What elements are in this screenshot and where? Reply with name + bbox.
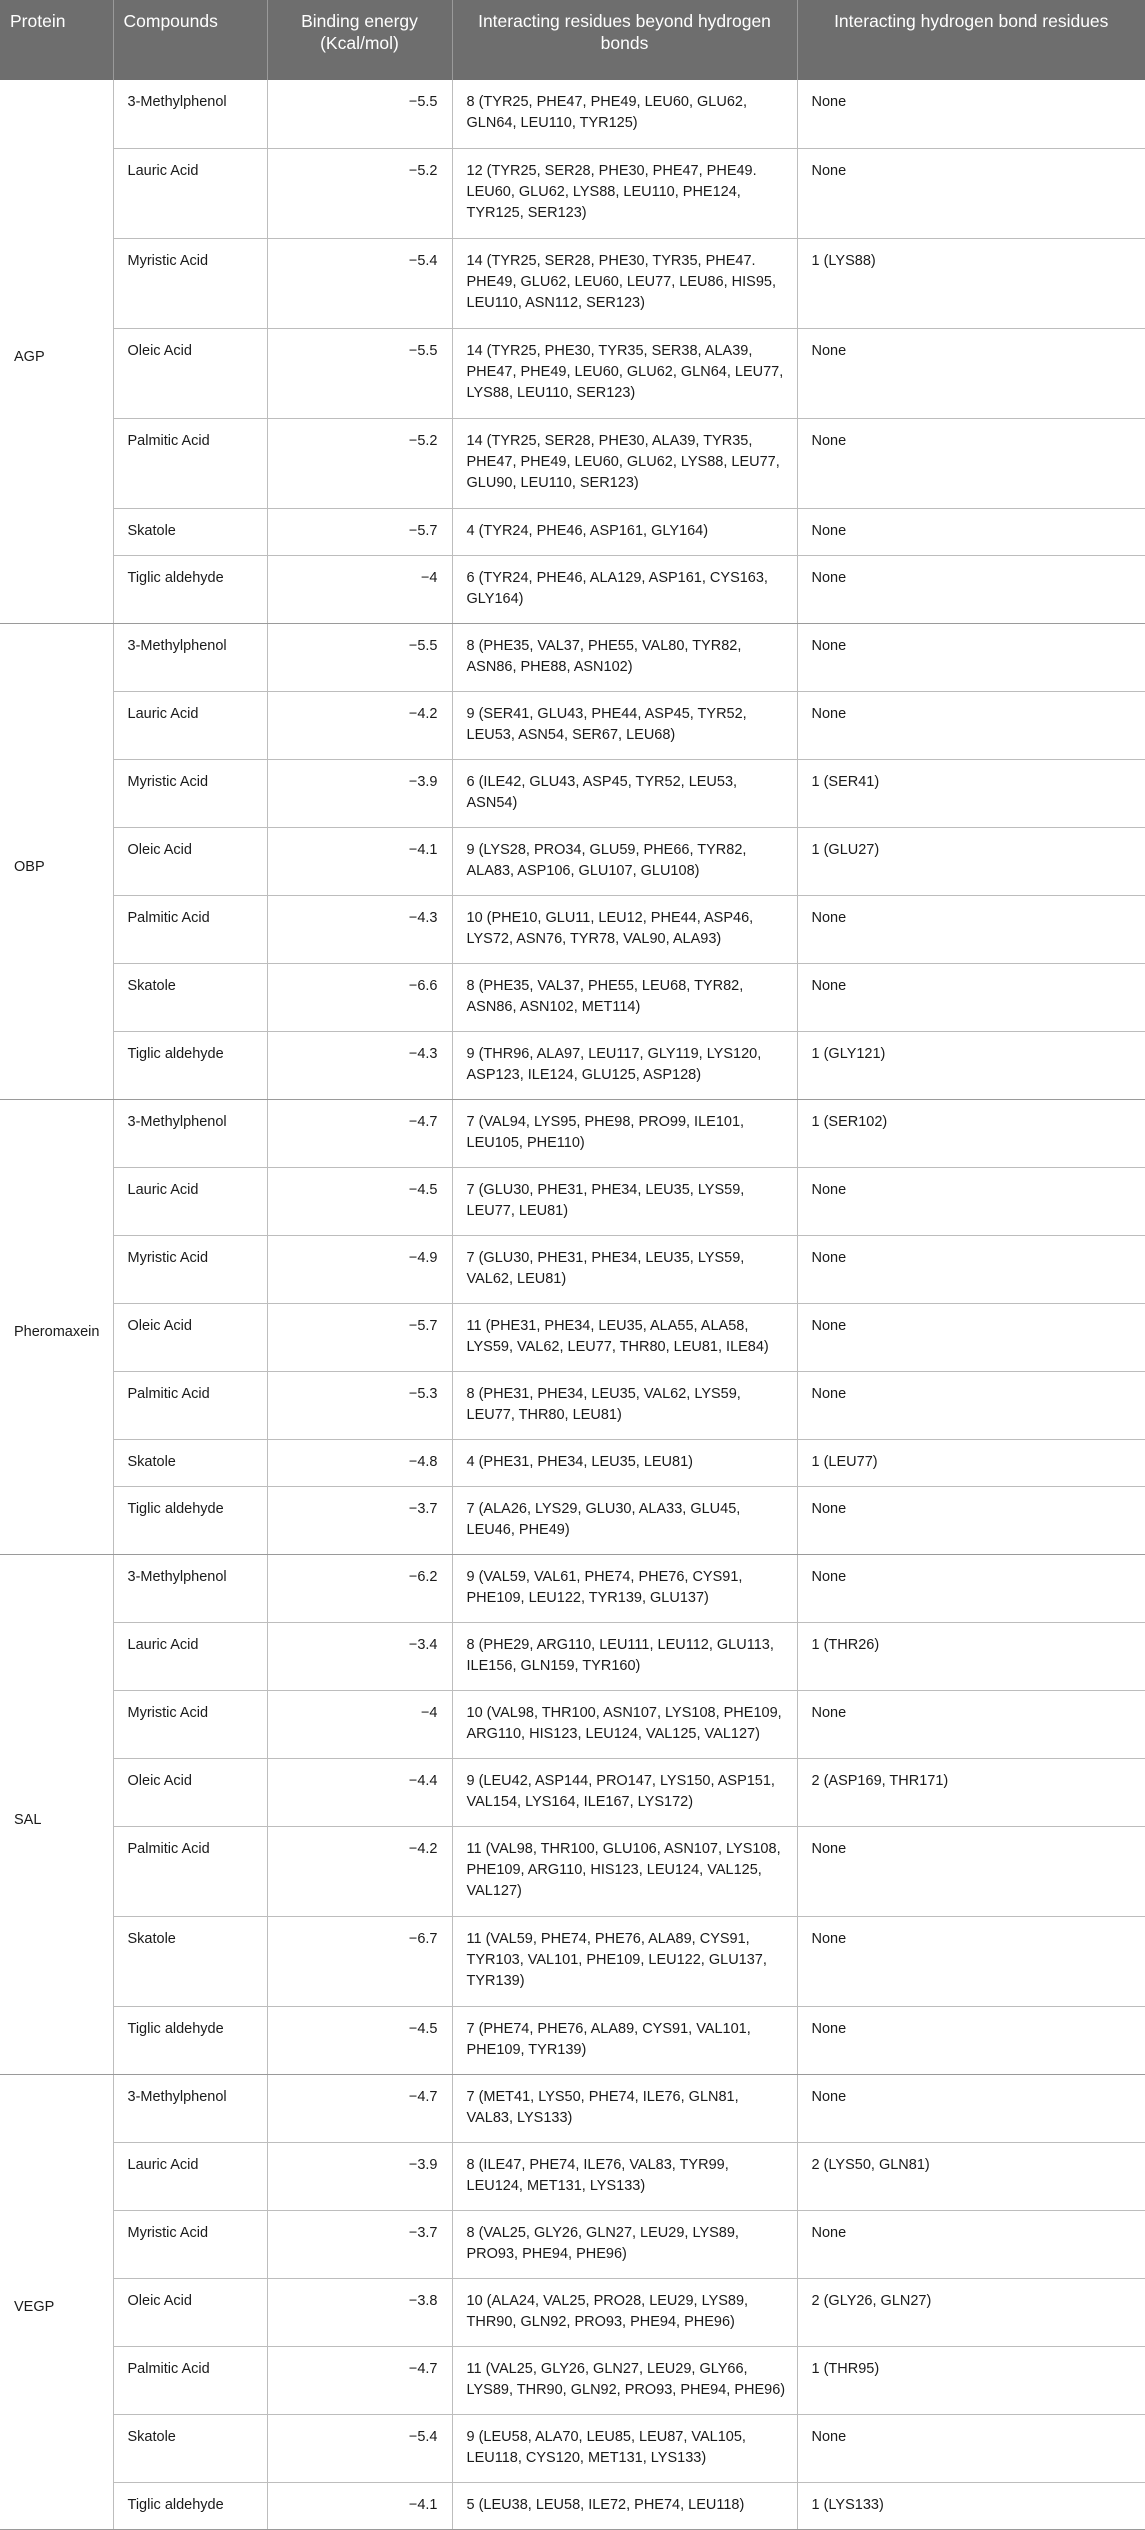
interacting-residues-cell: 7 (GLU30, PHE31, PHE34, LEU35, LYS59, LEU77, LEU81) bbox=[452, 1167, 797, 1235]
table-row bbox=[0, 1031, 1145, 1099]
compound-cell: Skatole bbox=[113, 963, 267, 1031]
binding-energy-cell: −6.7 bbox=[267, 1916, 452, 2006]
interacting-residues-cell: 9 (VAL59, VAL61, PHE74, PHE76, CYS91, PHE109, LEU122, TYR139, GLU137) bbox=[452, 1554, 797, 1622]
interacting-residues-cell: 11 (PHE31, PHE34, LEU35, ALA55, ALA58, LYS59, VAL62, LEU77, THR80, LEU81, ILE84) bbox=[452, 1303, 797, 1371]
interacting-residues-cell: 8 (VAL25, GLY26, GLN27, LEU29, LYS89, PRO93, PHE94, PHE96) bbox=[452, 2210, 797, 2278]
binding-energy-cell: −5.2 bbox=[267, 418, 452, 508]
hydrogen-bond-cell: None bbox=[797, 2074, 1145, 2142]
hydrogen-bond-cell: None bbox=[797, 2006, 1145, 2074]
compound-cell: Lauric Acid bbox=[113, 1622, 267, 1690]
hydrogen-bond-cell: None bbox=[797, 895, 1145, 963]
compound-cell: Lauric Acid bbox=[113, 2142, 267, 2210]
table-row bbox=[0, 2210, 1145, 2278]
table-row bbox=[0, 2278, 1145, 2346]
hydrogen-bond-cell: 1 (LYS133) bbox=[797, 2482, 1145, 2529]
hydrogen-bond-cell: None bbox=[797, 418, 1145, 508]
hydrogen-bond-cell: None bbox=[797, 2414, 1145, 2482]
binding-energy-cell: −3.9 bbox=[267, 759, 452, 827]
binding-energy-cell: −4.4 bbox=[267, 1758, 452, 1826]
interacting-residues-cell: 7 (MET41, LYS50, PHE74, ILE76, GLN81, VAL83, LYS133) bbox=[452, 2074, 797, 2142]
binding-energy-cell: −4 bbox=[267, 1690, 452, 1758]
binding-energy-cell: −4.2 bbox=[267, 691, 452, 759]
interacting-residues-cell: 8 (TYR25, PHE47, PHE49, LEU60, GLU62, GLN64, LEU110, TYR125) bbox=[452, 80, 797, 148]
compound-cell: Lauric Acid bbox=[113, 1167, 267, 1235]
compound-cell: Oleic Acid bbox=[113, 1303, 267, 1371]
binding-energy-cell: −4.5 bbox=[267, 2006, 452, 2074]
interacting-residues-cell: 9 (LYS28, PRO34, GLU59, PHE66, TYR82, ALA83, ASP106, GLU107, GLU108) bbox=[452, 827, 797, 895]
hydrogen-bond-cell: None bbox=[797, 328, 1145, 418]
binding-energy-cell: −4.1 bbox=[267, 2482, 452, 2529]
binding-energy-cell: −5.5 bbox=[267, 80, 452, 148]
table-row bbox=[0, 1371, 1145, 1439]
binding-energy-cell: −4.3 bbox=[267, 1031, 452, 1099]
compound-cell: Tiglic aldehyde bbox=[113, 2482, 267, 2529]
compound-cell: 3-Methylphenol bbox=[113, 80, 267, 148]
table-row bbox=[0, 895, 1145, 963]
hydrogen-bond-cell: None bbox=[797, 1690, 1145, 1758]
header-compounds: Compounds bbox=[113, 0, 267, 80]
compound-cell: Skatole bbox=[113, 1439, 267, 1486]
table-row bbox=[0, 2142, 1145, 2210]
compound-cell: Lauric Acid bbox=[113, 148, 267, 238]
binding-energy-cell: −3.7 bbox=[267, 2210, 452, 2278]
compound-cell: Tiglic aldehyde bbox=[113, 1486, 267, 1554]
compound-cell: Lauric Acid bbox=[113, 691, 267, 759]
hydrogen-bond-cell: None bbox=[797, 1916, 1145, 2006]
table-row bbox=[0, 1099, 1145, 1167]
interacting-residues-cell: 9 (LEU58, ALA70, LEU85, LEU87, VAL105, LEU118, CYS120, MET131, LYS133) bbox=[452, 2414, 797, 2482]
interacting-residues-cell: 8 (PHE29, ARG110, LEU111, LEU112, GLU113, ILE156, GLN159, TYR160) bbox=[452, 1622, 797, 1690]
table-row bbox=[0, 1826, 1145, 1916]
binding-energy-cell: −4.8 bbox=[267, 1439, 452, 1486]
binding-energy-cell: −6.2 bbox=[267, 1554, 452, 1622]
hydrogen-bond-cell: 1 (GLU27) bbox=[797, 827, 1145, 895]
table-header bbox=[0, 0, 1145, 80]
interacting-residues-cell: 9 (THR96, ALA97, LEU117, GLY119, LYS120, ASP123, ILE124, GLU125, ASP128) bbox=[452, 1031, 797, 1099]
hydrogen-bond-cell: None bbox=[797, 555, 1145, 623]
interacting-residues-cell: 10 (VAL98, THR100, ASN107, LYS108, PHE109, ARG110, HIS123, LEU124, VAL125, VAL127) bbox=[452, 1690, 797, 1758]
table-body bbox=[0, 80, 1145, 2529]
table-row bbox=[0, 2006, 1145, 2074]
compound-cell: Myristic Acid bbox=[113, 1235, 267, 1303]
hydrogen-bond-cell: 1 (THR26) bbox=[797, 1622, 1145, 1690]
table-row bbox=[0, 623, 1145, 691]
binding-energy-cell: −3.4 bbox=[267, 1622, 452, 1690]
compound-cell: Skatole bbox=[113, 508, 267, 555]
interacting-residues-cell: 4 (PHE31, PHE34, LEU35, LEU81) bbox=[452, 1439, 797, 1486]
interacting-residues-cell: 11 (VAL25, GLY26, GLN27, LEU29, GLY66, LYS89, THR90, GLN92, PRO93, PHE94, PHE96) bbox=[452, 2346, 797, 2414]
hydrogen-bond-cell: 1 (SER102) bbox=[797, 1099, 1145, 1167]
table-row bbox=[0, 2074, 1145, 2142]
compound-cell: Palmitic Acid bbox=[113, 1371, 267, 1439]
table-row bbox=[0, 1554, 1145, 1622]
hydrogen-bond-cell: 2 (ASP169, THR171) bbox=[797, 1758, 1145, 1826]
compound-cell: Myristic Acid bbox=[113, 238, 267, 328]
binding-energy-cell: −6.6 bbox=[267, 963, 452, 1031]
interacting-residues-cell: 14 (TYR25, SER28, PHE30, ALA39, TYR35, PHE47, PHE49, LEU60, GLU62, LYS88, LEU77, GLU90, LEU110, SER123) bbox=[452, 418, 797, 508]
protein-cell: OBP bbox=[0, 623, 113, 1099]
hydrogen-bond-cell: 1 (SER41) bbox=[797, 759, 1145, 827]
compound-cell: Palmitic Acid bbox=[113, 418, 267, 508]
binding-energy-cell: −5.4 bbox=[267, 238, 452, 328]
table-row bbox=[0, 2482, 1145, 2529]
binding-energy-cell: −4.3 bbox=[267, 895, 452, 963]
compound-cell: 3-Methylphenol bbox=[113, 2074, 267, 2142]
hydrogen-bond-cell: None bbox=[797, 80, 1145, 148]
table-row bbox=[0, 759, 1145, 827]
binding-energy-cell: −4.7 bbox=[267, 1099, 452, 1167]
compound-cell: Skatole bbox=[113, 1916, 267, 2006]
table-row bbox=[0, 555, 1145, 623]
table-row bbox=[0, 1486, 1145, 1554]
table-row bbox=[0, 328, 1145, 418]
interacting-residues-cell: 8 (PHE31, PHE34, LEU35, VAL62, LYS59, LEU77, THR80, LEU81) bbox=[452, 1371, 797, 1439]
table-row bbox=[0, 691, 1145, 759]
compound-cell: 3-Methylphenol bbox=[113, 1554, 267, 1622]
compound-cell: Myristic Acid bbox=[113, 2210, 267, 2278]
table-row bbox=[0, 238, 1145, 328]
protein-cell: Pheromaxein bbox=[0, 1099, 113, 1554]
compound-cell: 3-Methylphenol bbox=[113, 623, 267, 691]
table-row bbox=[0, 148, 1145, 238]
hydrogen-bond-cell: None bbox=[797, 691, 1145, 759]
interacting-residues-cell: 10 (PHE10, GLU11, LEU12, PHE44, ASP46, LYS72, ASN76, TYR78, VAL90, ALA93) bbox=[452, 895, 797, 963]
binding-energy-cell: −3.8 bbox=[267, 2278, 452, 2346]
compound-cell: 3-Methylphenol bbox=[113, 1099, 267, 1167]
compound-cell: Palmitic Acid bbox=[113, 2346, 267, 2414]
protein-cell: VEGP bbox=[0, 2074, 113, 2529]
compound-cell: Palmitic Acid bbox=[113, 895, 267, 963]
protein-cell: AGP bbox=[0, 80, 113, 623]
hydrogen-bond-cell: None bbox=[797, 1554, 1145, 1622]
table-row bbox=[0, 1690, 1145, 1758]
table-row bbox=[0, 1758, 1145, 1826]
binding-energy-cell: −4.7 bbox=[267, 2074, 452, 2142]
hydrogen-bond-cell: 1 (THR95) bbox=[797, 2346, 1145, 2414]
header-protein: Protein bbox=[0, 0, 113, 80]
binding-energy-cell: −4.2 bbox=[267, 1826, 452, 1916]
hydrogen-bond-cell: 1 (GLY121) bbox=[797, 1031, 1145, 1099]
hydrogen-bond-cell: 2 (LYS50, GLN81) bbox=[797, 2142, 1145, 2210]
compound-cell: Skatole bbox=[113, 2414, 267, 2482]
hydrogen-bond-cell: None bbox=[797, 148, 1145, 238]
binding-energy-cell: −4.1 bbox=[267, 827, 452, 895]
interacting-residues-cell: 9 (SER41, GLU43, PHE44, ASP45, TYR52, LEU53, ASN54, SER67, LEU68) bbox=[452, 691, 797, 759]
compound-cell: Tiglic aldehyde bbox=[113, 2006, 267, 2074]
table-row bbox=[0, 1235, 1145, 1303]
compound-cell: Oleic Acid bbox=[113, 2278, 267, 2346]
interacting-residues-cell: 5 (LEU38, LEU58, ILE72, PHE74, LEU118) bbox=[452, 2482, 797, 2529]
hydrogen-bond-cell: None bbox=[797, 2210, 1145, 2278]
table-row bbox=[0, 963, 1145, 1031]
table-row bbox=[0, 1622, 1145, 1690]
table-row bbox=[0, 1167, 1145, 1235]
compound-cell: Oleic Acid bbox=[113, 1758, 267, 1826]
binding-energy-cell: −4.5 bbox=[267, 1167, 452, 1235]
interacting-residues-cell: 8 (PHE35, VAL37, PHE55, LEU68, TYR82, ASN86, ASN102, MET114) bbox=[452, 963, 797, 1031]
binding-energy-cell: −5.7 bbox=[267, 1303, 452, 1371]
compound-cell: Tiglic aldehyde bbox=[113, 555, 267, 623]
table-row bbox=[0, 1303, 1145, 1371]
binding-energy-cell: −5.5 bbox=[267, 623, 452, 691]
interacting-residues-cell: 9 (LEU42, ASP144, PRO147, LYS150, ASP151, VAL154, LYS164, ILE167, LYS172) bbox=[452, 1758, 797, 1826]
hydrogen-bond-cell: None bbox=[797, 963, 1145, 1031]
interacting-residues-cell: 11 (VAL98, THR100, GLU106, ASN107, LYS108, PHE109, ARG110, HIS123, LEU124, VAL125, VAL127) bbox=[452, 1826, 797, 1916]
binding-energy-cell: −4.9 bbox=[267, 1235, 452, 1303]
header-row bbox=[0, 0, 1145, 80]
binding-energy-cell: −3.7 bbox=[267, 1486, 452, 1554]
interacting-residues-cell: 8 (ILE47, PHE74, ILE76, VAL83, TYR99, LEU124, MET131, LYS133) bbox=[452, 2142, 797, 2210]
interacting-residues-cell: 7 (PHE74, PHE76, ALA89, CYS91, VAL101, PHE109, TYR139) bbox=[452, 2006, 797, 2074]
header-binding-energy: Binding energy (Kcal/mol) bbox=[267, 0, 452, 80]
binding-energy-cell: −4 bbox=[267, 555, 452, 623]
hydrogen-bond-cell: None bbox=[797, 1167, 1145, 1235]
compound-cell: Tiglic aldehyde bbox=[113, 1031, 267, 1099]
interacting-residues-cell: 11 (VAL59, PHE74, PHE76, ALA89, CYS91, TYR103, VAL101, PHE109, LEU122, GLU137, TYR139) bbox=[452, 1916, 797, 2006]
compound-cell: Oleic Acid bbox=[113, 827, 267, 895]
hydrogen-bond-cell: None bbox=[797, 508, 1145, 555]
hydrogen-bond-cell: 1 (LEU77) bbox=[797, 1439, 1145, 1486]
table-row bbox=[0, 827, 1145, 895]
table-row bbox=[0, 1916, 1145, 2006]
hydrogen-bond-cell: None bbox=[797, 1486, 1145, 1554]
hydrogen-bond-cell: 1 (LYS88) bbox=[797, 238, 1145, 328]
hydrogen-bond-cell: None bbox=[797, 1303, 1145, 1371]
compound-cell: Myristic Acid bbox=[113, 759, 267, 827]
table-row bbox=[0, 508, 1145, 555]
interacting-residues-cell: 10 (ALA24, VAL25, PRO28, LEU29, LYS89, THR90, GLN92, PRO93, PHE94, PHE96) bbox=[452, 2278, 797, 2346]
table-row bbox=[0, 2346, 1145, 2414]
protein-cell: SAL bbox=[0, 1554, 113, 2074]
interacting-residues-cell: 6 (TYR24, PHE46, ALA129, ASP161, CYS163, GLY164) bbox=[452, 555, 797, 623]
compound-cell: Oleic Acid bbox=[113, 328, 267, 418]
table-row bbox=[0, 418, 1145, 508]
hydrogen-bond-cell: None bbox=[797, 1235, 1145, 1303]
compound-cell: Palmitic Acid bbox=[113, 1826, 267, 1916]
binding-energy-cell: −5.2 bbox=[267, 148, 452, 238]
table-row bbox=[0, 2414, 1145, 2482]
interacting-residues-cell: 7 (VAL94, LYS95, PHE98, PRO99, ILE101, LEU105, PHE110) bbox=[452, 1099, 797, 1167]
interacting-residues-cell: 7 (ALA26, LYS29, GLU30, ALA33, GLU45, LEU46, PHE49) bbox=[452, 1486, 797, 1554]
binding-energy-cell: −5.4 bbox=[267, 2414, 452, 2482]
interacting-residues-cell: 4 (TYR24, PHE46, ASP161, GLY164) bbox=[452, 508, 797, 555]
interacting-residues-cell: 7 (GLU30, PHE31, PHE34, LEU35, LYS59, VAL62, LEU81) bbox=[452, 1235, 797, 1303]
table-row bbox=[0, 80, 1145, 148]
binding-energy-cell: −5.5 bbox=[267, 328, 452, 418]
hydrogen-bond-cell: None bbox=[797, 1826, 1145, 1916]
header-interacting-residues: Interacting residues beyond hydrogen bonds bbox=[452, 0, 797, 80]
hydrogen-bond-cell: None bbox=[797, 1371, 1145, 1439]
hydrogen-bond-cell: 2 (GLY26, GLN27) bbox=[797, 2278, 1145, 2346]
binding-energy-cell: −5.3 bbox=[267, 1371, 452, 1439]
interacting-residues-cell: 12 (TYR25, SER28, PHE30, PHE47, PHE49. LEU60, GLU62, LYS88, LEU110, PHE124, TYR125, SER123) bbox=[452, 148, 797, 238]
compound-cell: Myristic Acid bbox=[113, 1690, 267, 1758]
binding-energy-cell: −5.7 bbox=[267, 508, 452, 555]
interacting-residues-cell: 6 (ILE42, GLU43, ASP45, TYR52, LEU53, ASN54) bbox=[452, 759, 797, 827]
hydrogen-bond-cell: None bbox=[797, 623, 1145, 691]
table-row bbox=[0, 1439, 1145, 1486]
interacting-residues-cell: 14 (TYR25, PHE30, TYR35, SER38, ALA39, PHE47, PHE49, LEU60, GLU62, GLN64, LEU77, LYS88, LEU110, SER123) bbox=[452, 328, 797, 418]
binding-energy-cell: −4.7 bbox=[267, 2346, 452, 2414]
binding-energy-cell: −3.9 bbox=[267, 2142, 452, 2210]
header-hydrogen-bond-residues: Interacting hydrogen bond residues bbox=[797, 0, 1145, 80]
interacting-residues-cell: 14 (TYR25, SER28, PHE30, TYR35, PHE47. PHE49, GLU62, LEU60, LEU77, LEU86, HIS95, LEU110, ASN112, SER123) bbox=[452, 238, 797, 328]
interacting-residues-cell: 8 (PHE35, VAL37, PHE55, VAL80, TYR82, ASN86, PHE88, ASN102) bbox=[452, 623, 797, 691]
